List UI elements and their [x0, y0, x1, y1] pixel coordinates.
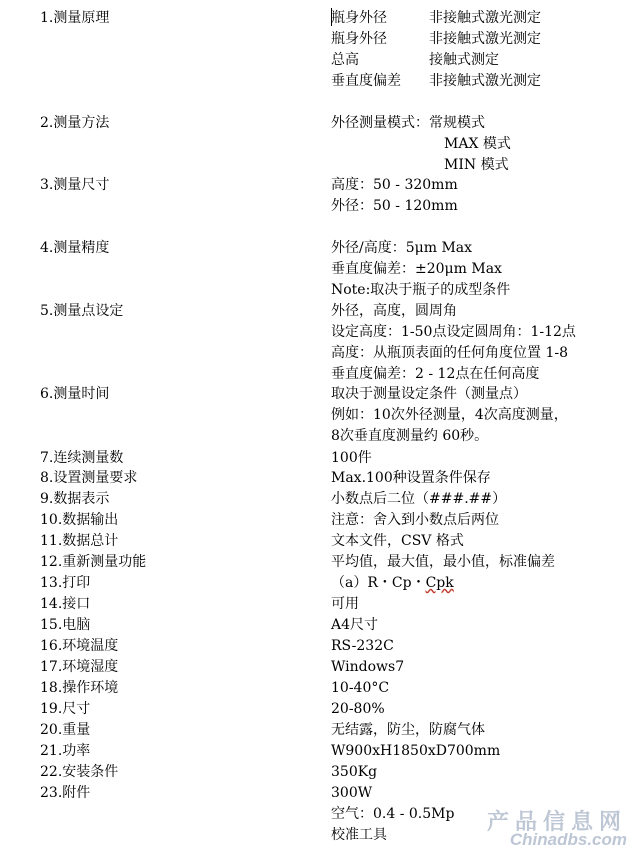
label-time: 6.测量时间 [40, 386, 110, 402]
label-display: 9.数据表示 [40, 491, 110, 507]
accuracy-vertical: 垂直度偏差：±20μm Max [331, 261, 502, 277]
label-temperature: 16.环境温度 [40, 638, 119, 654]
value-line: 100件 [331, 450, 372, 466]
label-print: 13.打印 [40, 575, 91, 591]
value-line: Max.100种设置条件保存 [331, 470, 491, 486]
time-line: 例如：10次外径测量，4次高度测量， [331, 407, 568, 423]
value-line: 无结露，防尘，防腐气体 [331, 722, 485, 738]
label-settings: 8.设置测量要求 [40, 470, 138, 486]
print-cpk: Cpk [425, 575, 454, 591]
value-line: 文本文件，CSV 格式 [331, 533, 464, 549]
label-method: 2.测量方法 [40, 115, 110, 131]
label-remeasure: 12.重新测量功能 [40, 554, 147, 570]
print-prefix: （a）R・Cp・ [331, 575, 426, 591]
principle-item: 垂直度偏差 [331, 73, 401, 89]
label-continuous: 7.连续测量数 [40, 450, 124, 466]
label-accuracy: 4.测量精度 [40, 240, 110, 256]
value-line: A4尺寸 [331, 617, 379, 633]
size-height: 高度：50 - 320mm [331, 177, 458, 193]
watermark-cn: 产品信息网 [486, 810, 627, 835]
value-line: RS-232C [331, 638, 394, 654]
principle-method: 接触式测定 [429, 52, 499, 68]
value-line: 可用 [331, 596, 359, 612]
size-diameter: 外径：50 - 120mm [331, 198, 458, 214]
principle-item: 瓶身外径 [331, 31, 387, 47]
principle-item: 瓶身外径 [331, 10, 387, 26]
label-interface: 14.接口 [40, 596, 91, 612]
label-environment: 18.操作环境 [40, 680, 119, 696]
points-line: 垂直度偏差：2 - 12点在任何高度 [331, 366, 540, 382]
time-line: 8次垂直度测量约 60秒。 [331, 428, 489, 444]
value-line: 300W [331, 785, 373, 801]
value-line: 10-40°C [331, 680, 390, 696]
value-line: 小数点后二位（###.##） [331, 491, 507, 507]
label-points: 5.测量点设定 [40, 303, 124, 319]
time-line: 取决于测量设定条件（测量点） [331, 386, 527, 402]
value-line: 350Kg [331, 764, 378, 780]
label-dimensions: 19.尺寸 [40, 701, 91, 717]
label-power: 21.功率 [40, 743, 91, 759]
method-mode-min: MIN 模式 [444, 157, 509, 173]
points-line: 设定高度：1-50点设定圆周角：1-12点 [331, 324, 576, 340]
value-line: 20-80% [331, 701, 385, 717]
value-line: 空气：0.4 - 0.5Mp [331, 806, 455, 822]
label-principle: 1.测量原理 [40, 10, 110, 26]
value-line: Windows7 [331, 659, 405, 675]
method-mode-normal: 外径测量模式：常规模式 [331, 115, 485, 131]
principle-method: 非接触式激光测定 [429, 73, 541, 89]
label-output: 10.数据输出 [40, 512, 119, 528]
label-installation: 22.安装条件 [40, 764, 119, 780]
accuracy-note: Note:取决于瓶子的成型条件 [331, 282, 511, 298]
principle-item: 总高 [331, 52, 359, 68]
principle-method: 非接触式激光测定 [429, 10, 541, 26]
accuracy-diameter: 外径/高度：5μm Max [331, 240, 473, 256]
value-print [331, 573, 454, 593]
points-line: 高度：从瓶顶表面的任何角度位置 1-8 [331, 345, 568, 361]
watermark-en: Chinadbs.com [509, 830, 627, 849]
label-computer: 15.电脑 [40, 617, 91, 633]
value-line: 平均值，最大值，最小值，标准偏差 [331, 554, 555, 570]
label-accessories: 23.附件 [40, 785, 91, 801]
value-line: 注意：舍入到小数点后两位 [331, 512, 499, 528]
label-size: 3.测量尺寸 [40, 177, 110, 193]
points-line: 外径，高度，圆周角 [331, 303, 457, 319]
value-line: W900xH1850xD700mm [331, 743, 501, 759]
method-mode-max: MAX 模式 [444, 136, 511, 152]
label-weight: 20.重量 [40, 722, 91, 738]
value-line: 校准工具 [331, 827, 387, 843]
label-total: 11.数据总计 [40, 533, 119, 549]
label-humidity: 17.环境湿度 [40, 659, 119, 675]
principle-method: 非接触式激光测定 [429, 31, 541, 47]
